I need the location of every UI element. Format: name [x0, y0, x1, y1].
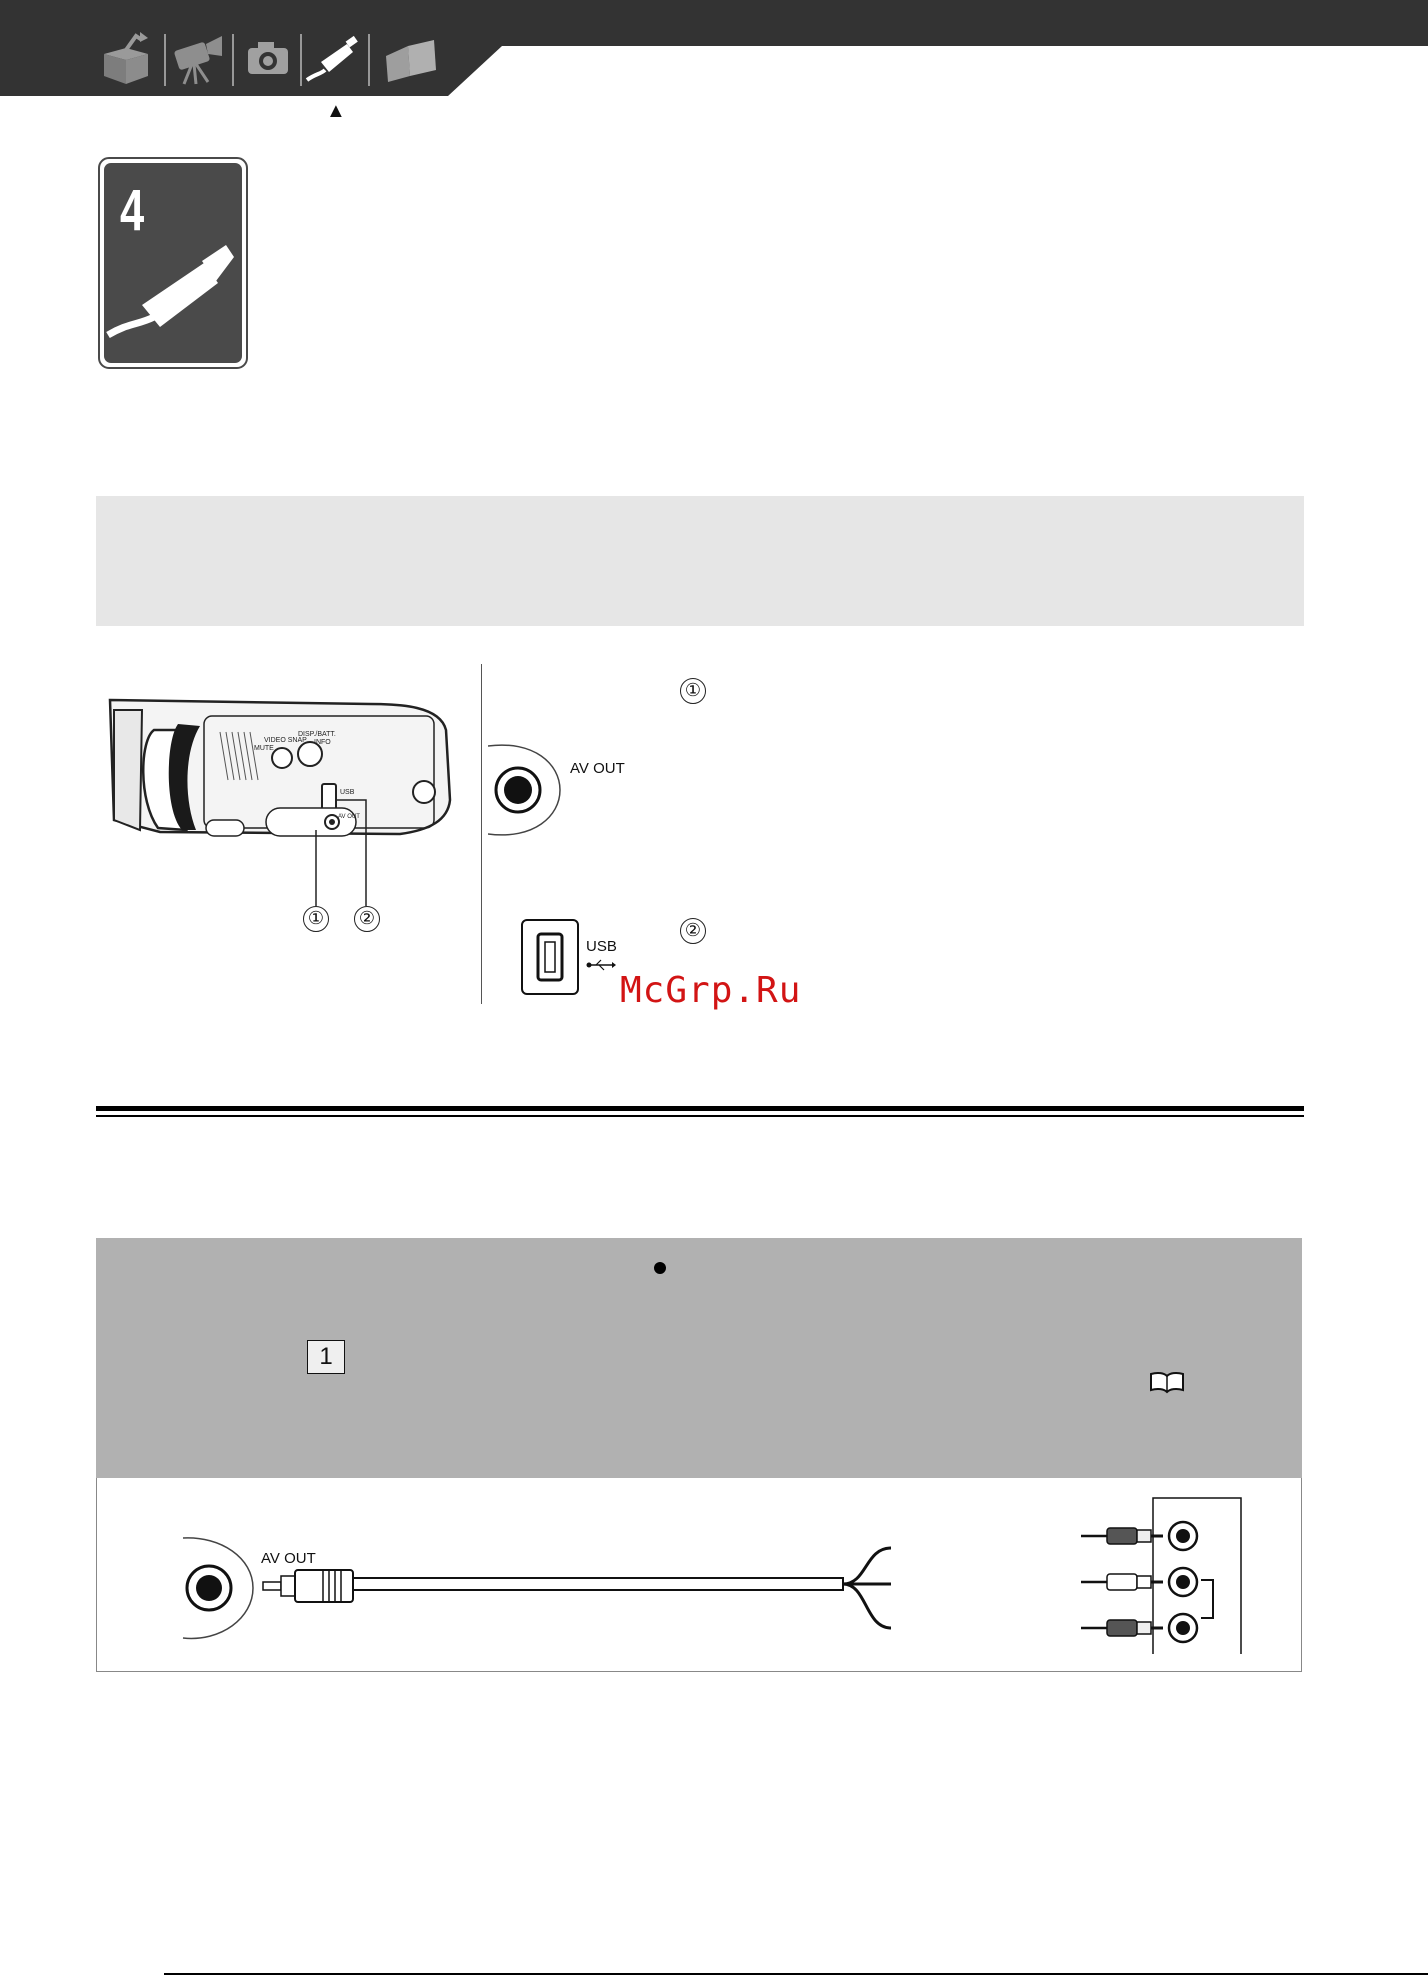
active-tab-marker: ▲: [326, 100, 346, 122]
avout-small-label: AV OUT: [338, 814, 360, 820]
photo-tab[interactable]: [236, 30, 298, 86]
usb-label: USB: [586, 938, 617, 955]
watermark: McGrp.Ru: [620, 970, 802, 1011]
video-tab[interactable]: [168, 30, 230, 86]
book-icon: [1148, 1370, 1186, 1394]
camcorder-terminals-illustration: [100, 670, 480, 940]
bullet-dot: [654, 1262, 666, 1274]
video-snap-label: VIDEO SNAP: [264, 737, 307, 744]
disp-label: DISP./BATT.: [298, 731, 336, 738]
connection-diagram: [96, 1478, 1302, 1672]
camcorder-drawing: [100, 670, 480, 940]
book-icon: [380, 30, 442, 86]
gift-box-icon: [96, 30, 158, 86]
chapter-badge: [98, 157, 248, 369]
callout-2-badge: ②: [354, 906, 380, 932]
video-camera-icon: [168, 30, 230, 86]
connection-box: [96, 1238, 1302, 1478]
intro-box: [96, 496, 1304, 626]
section-rule-thick: [96, 1106, 1304, 1111]
diagram-av-out-label: AV OUT: [261, 1550, 316, 1567]
usb-symbol-icon: [586, 958, 616, 972]
section-rule-thin: [96, 1115, 1304, 1117]
step-number-box: 1: [307, 1340, 345, 1374]
mute-label: MUTE: [254, 745, 274, 752]
av-out-label: AV OUT: [570, 760, 625, 777]
external-connections-tab[interactable]: [303, 30, 365, 86]
additional-info-tab[interactable]: [380, 30, 442, 86]
chapter-number: 4: [120, 178, 145, 243]
av-cable-connection-graphic: [97, 1478, 1301, 1670]
av-out-jack-graphic: [488, 740, 588, 840]
usb-small-label: USB: [340, 789, 355, 796]
av-cable-icon: [303, 30, 365, 86]
reference-book-icon: [1148, 1370, 1186, 1394]
camera-icon: [236, 30, 298, 86]
callout-1-badge: ①: [303, 906, 329, 932]
footer-rule: [164, 1973, 1428, 1975]
terminal-2-number: ②: [680, 918, 706, 944]
introduction-tab[interactable]: [96, 30, 158, 86]
figure-divider: [481, 664, 482, 1004]
info-label: INFO: [314, 739, 331, 746]
av-out-terminal: [488, 740, 648, 840]
terminal-1-number: ①: [680, 678, 706, 704]
usb-port-graphic: [520, 918, 582, 998]
